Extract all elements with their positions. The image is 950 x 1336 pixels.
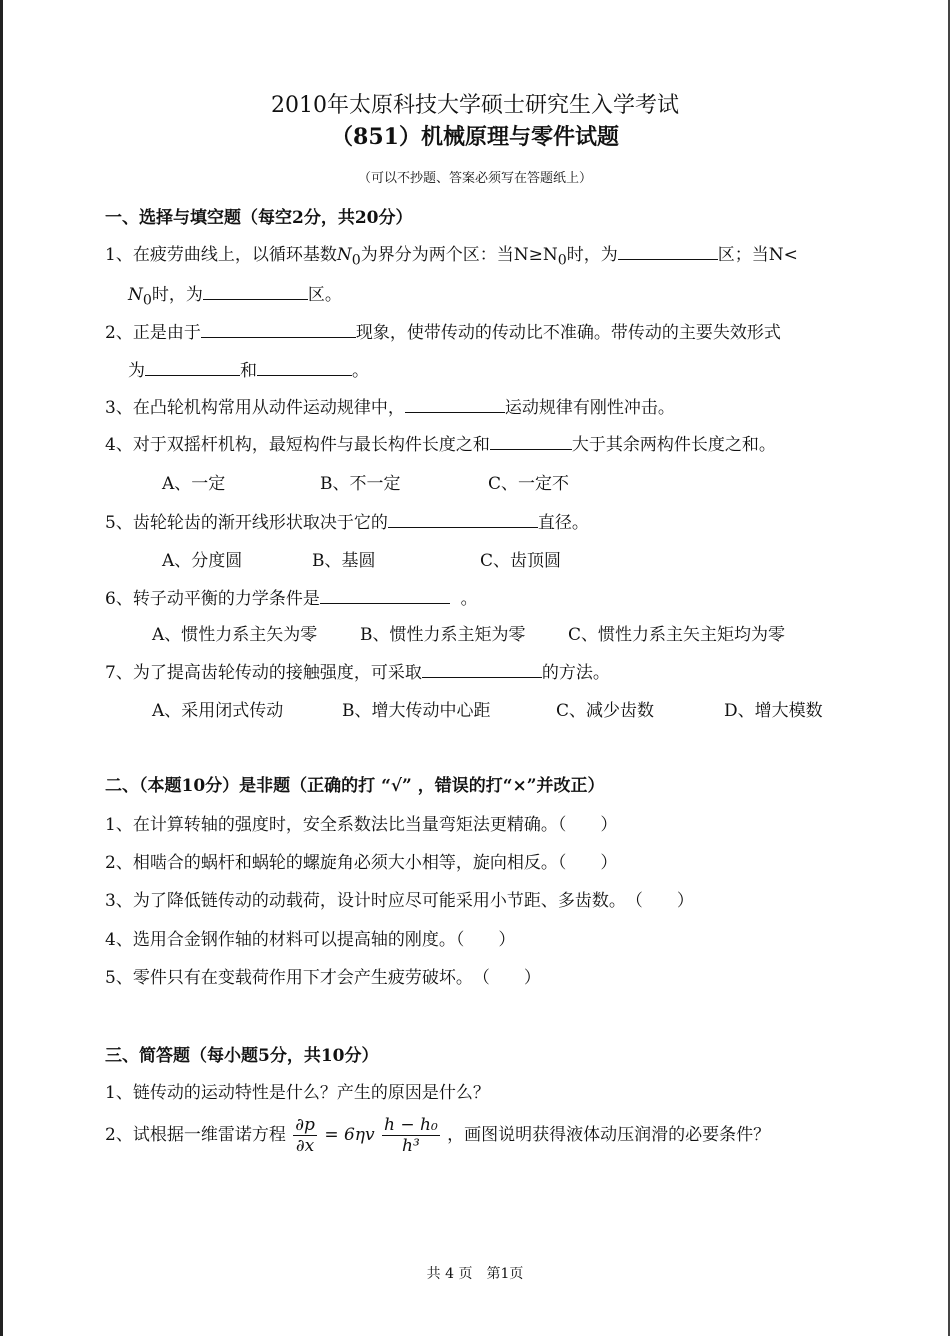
q5-option-c: C、齿顶圆 <box>480 551 562 571</box>
question-3: 3、在凸轮机构常用从动件运动规律中， 运动规律有刚性冲击。 <box>105 398 675 418</box>
answer-blank[interactable] <box>422 661 542 678</box>
q7-option-c: C、减少齿数 <box>556 701 655 721</box>
exam-note: （可以不抄题、答案必须写在答题纸上） <box>357 171 592 186</box>
q4-option-c: C、一定不 <box>488 474 570 494</box>
exam-subtitle: （851）机械原理与零件试题 <box>331 124 619 150</box>
answer-blank[interactable] <box>405 396 505 413</box>
question-4: 4、对于双摇杆机构，最短构件与最长构件长度之和 大于其余两构件长度之和。 <box>105 435 776 455</box>
section2-heading: 二、（本题10分）是非题（正确的打 “√” ，错误的打“×”并改正） <box>105 776 605 796</box>
question-1-line2: $N_0$时，为 区。 <box>128 285 342 309</box>
tf-item-5: 5、零件只有在变载荷作用下才会产生疲劳破坏。 （ ） <box>105 968 541 988</box>
section3-heading: 三、简答题（每小题5分，共10分） <box>105 1046 379 1066</box>
page-footer: 共 4 页 第1页 <box>426 1266 524 1282</box>
tf-item-2: 2、相啮合的蜗杆和蜗轮的螺旋角必须大小相等，旋向相反。（ ） <box>105 853 618 873</box>
answer-blank[interactable] <box>618 243 718 260</box>
short-answer-1: 1、链传动的运动特性是什么？产生的原因是什么？ <box>105 1083 490 1103</box>
exam-title: 2010年太原科技大学硕士研究生入学考试 <box>271 93 679 118</box>
question-2-line2: 为 和 。 <box>128 361 369 381</box>
question-6: 6、转子动平衡的力学条件是 。 <box>105 589 478 609</box>
answer-blank[interactable] <box>490 433 572 450</box>
scan-left-edge <box>0 0 3 1336</box>
answer-blank[interactable] <box>257 359 352 376</box>
answer-blank[interactable] <box>203 283 308 300</box>
q6-option-a: A、惯性力系主矢为零 <box>152 625 318 645</box>
reynolds-eq-rhs: $\frac{\text{h − h₀}}{\text{h³}}$ <box>384 1115 438 1156</box>
reynolds-eq-lhs: $\frac{\partial p}{\partial x}$ <box>295 1115 315 1156</box>
q7-option-a: A、采用闭式传动 <box>152 701 284 721</box>
answer-blank[interactable] <box>201 321 356 338</box>
q6-option-b: B、惯性力系主矩为零 <box>360 625 526 645</box>
q6-option-c: C、惯性力系主矢主矩均为零 <box>568 625 786 645</box>
question-5: 5、齿轮轮齿的渐开线形状取决于它的 直径。 <box>105 513 589 533</box>
question-1-line1: 1、在疲劳曲线上，以循环基数$N_0$为界分为两个区：当$N\ge N_0$时，为 区；当N< <box>105 245 798 269</box>
tf-item-4: 4、选用合金钢作轴的材料可以提高轴的刚度。（ ） <box>105 930 516 950</box>
tf-item-1: 1、在计算转轴的强度时，安全系数法比当量弯矩法更精确。（ ） <box>105 815 618 835</box>
answer-blank[interactable] <box>388 511 538 528</box>
question-7: 7、为了提高齿轮传动的接触强度，可采取 的方法。 <box>105 663 610 683</box>
q5-option-b: B、基圆 <box>312 551 376 571</box>
question-2-line1: 2、正是由于 现象，使带传动的传动比不准确。带传动的主要失效形式 <box>105 323 781 343</box>
q7-option-b: B、增大传动中心距 <box>342 701 491 721</box>
q7-option-d: D、增大模数 <box>724 701 823 721</box>
answer-blank[interactable] <box>320 587 450 604</box>
tf-item-3: 3、为了降低链传动的动载荷，设计时应尽可能采用小节距、多齿数。 （ ） <box>105 891 694 911</box>
q5-option-a: A、分度圆 <box>162 551 243 571</box>
short-answer-2: 2、试根据一维雷诺方程 $\frac{\partial p}{\partial x}$ = 6ηv $\frac{\text{h − h₀}}{\text{h³}}$ ，画图说明获得液体动压润滑的必要条件？ <box>105 1115 771 1156</box>
q4-option-a: A、一定 <box>162 474 226 494</box>
section1-heading: 一、选择与填空题（每空2分，共20分） <box>105 208 413 228</box>
answer-blank[interactable] <box>145 359 240 376</box>
q4-option-b: B、不一定 <box>320 474 401 494</box>
